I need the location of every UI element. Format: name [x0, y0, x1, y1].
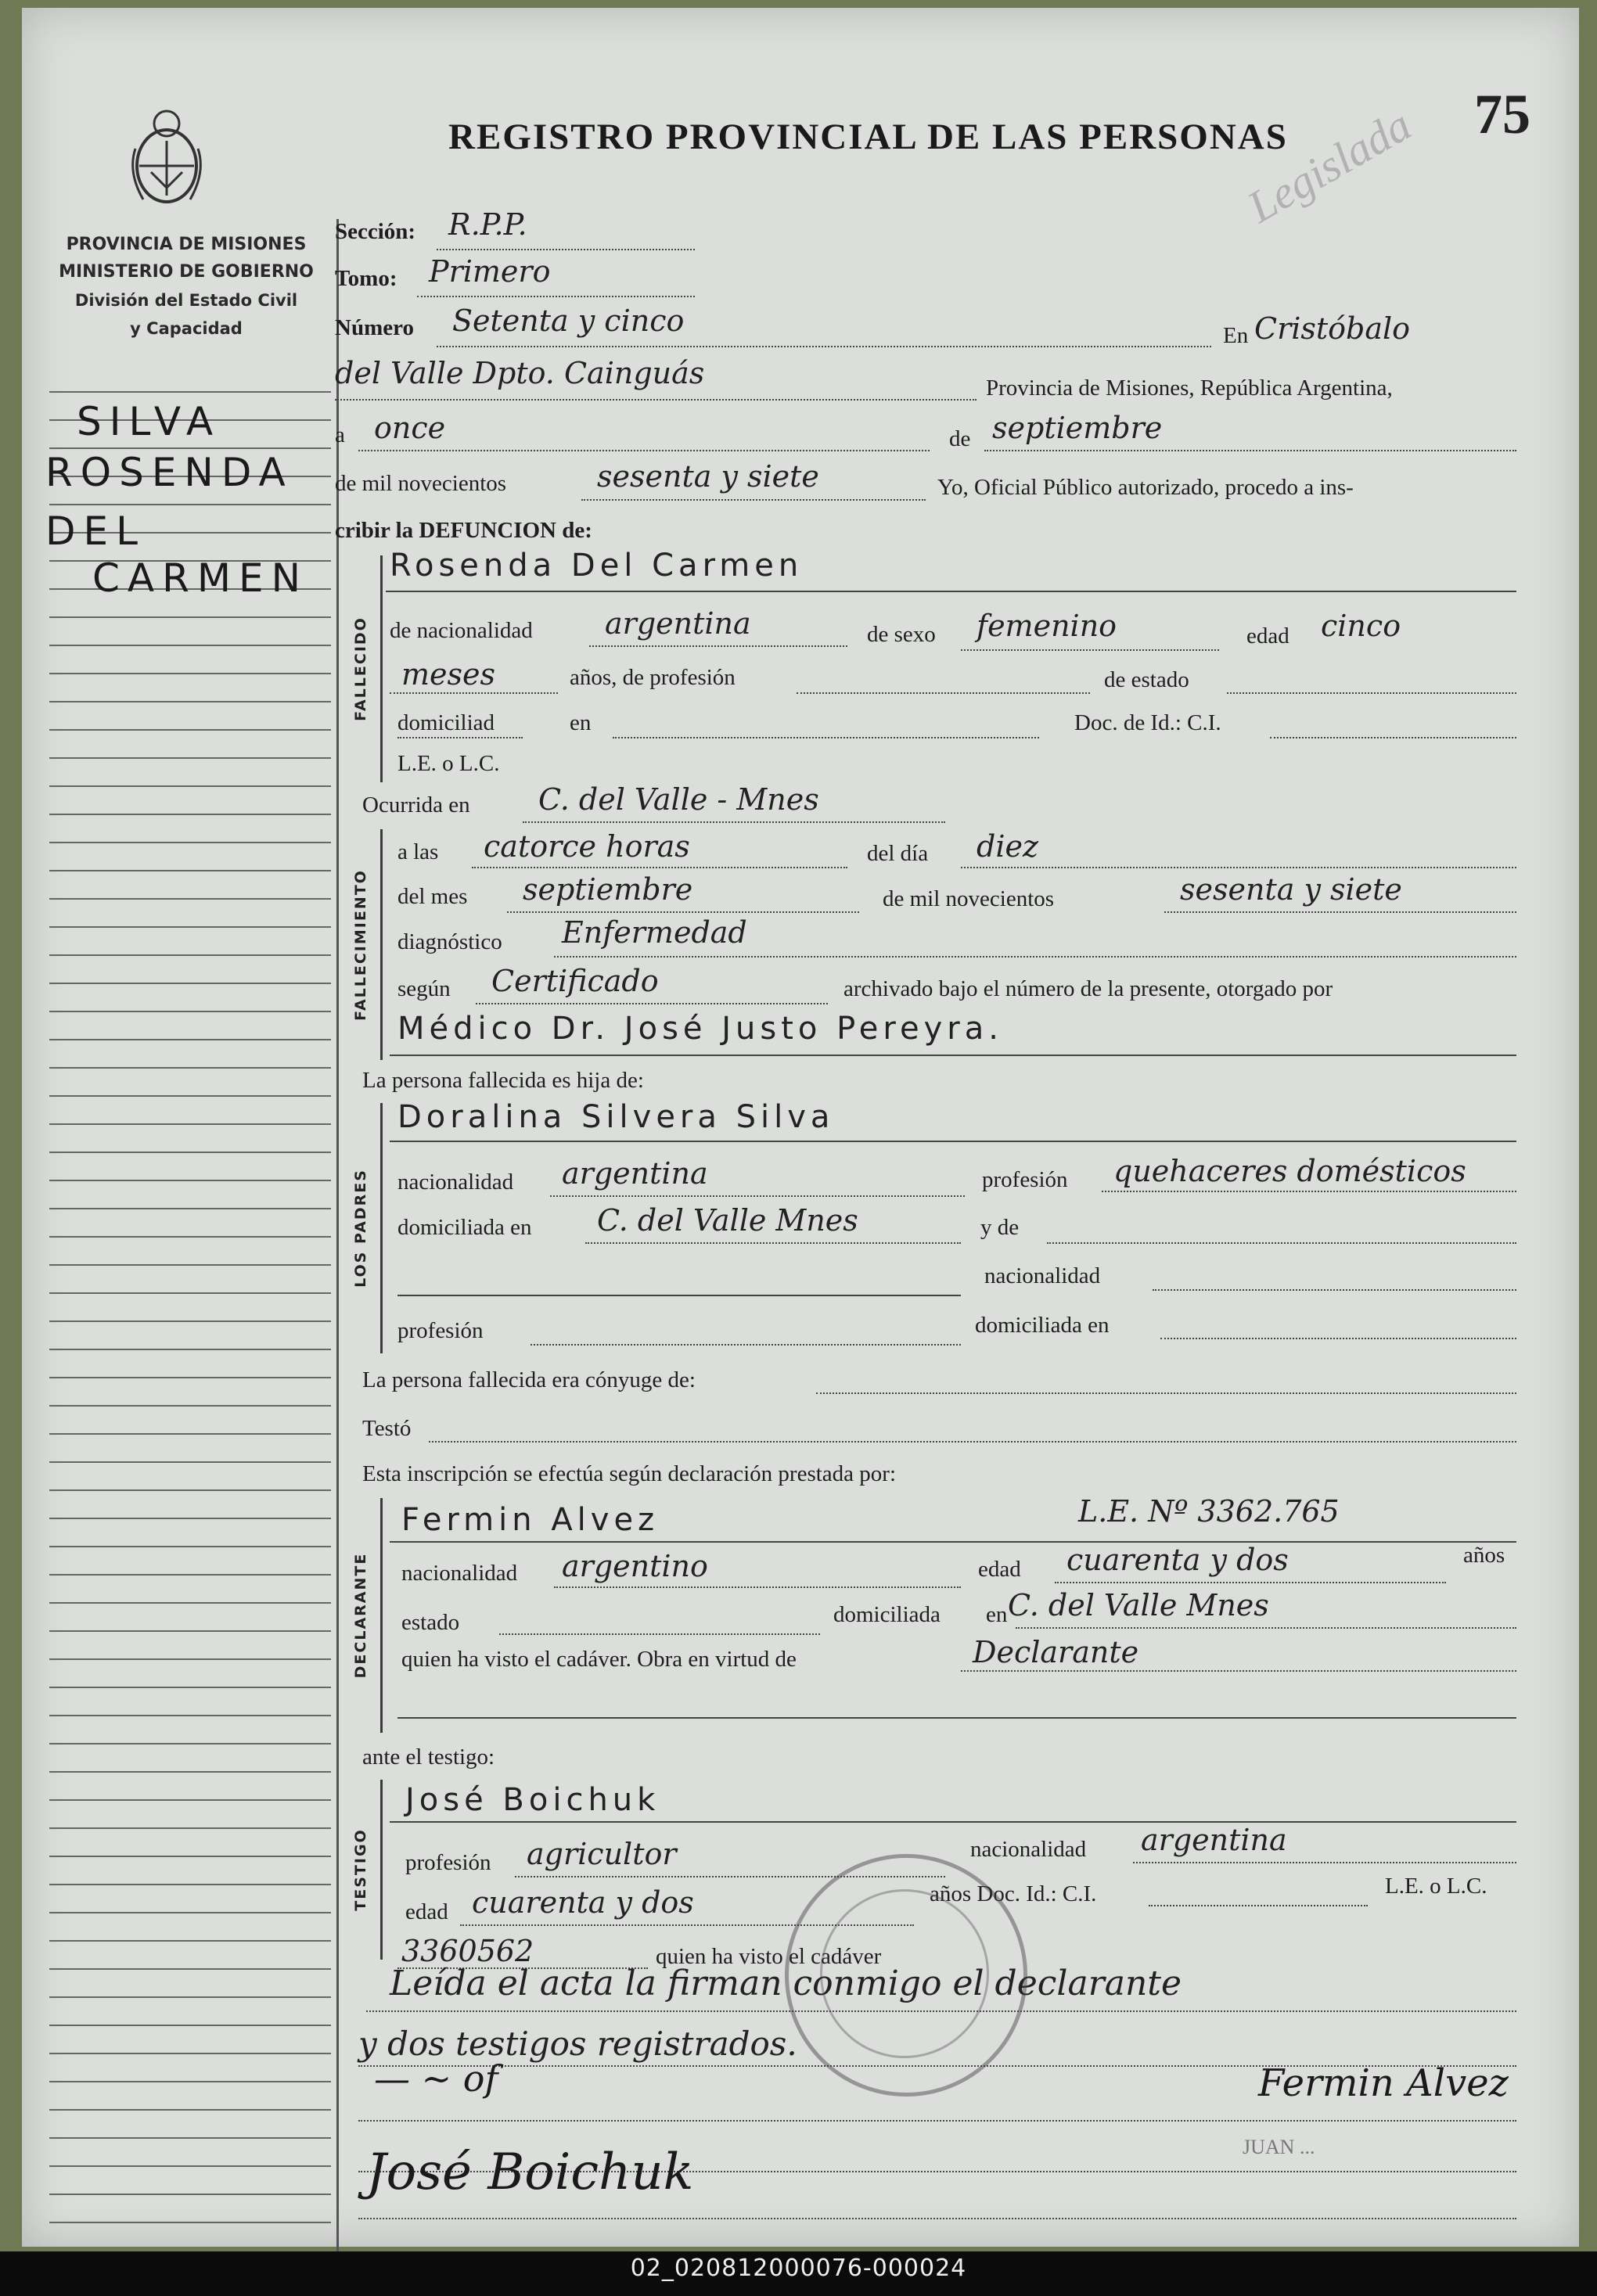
- margin-ruled-line: [49, 504, 331, 505]
- margin-ruled-line: [49, 1715, 331, 1716]
- margin-ruled-line: [49, 1743, 331, 1744]
- del-dia-label: del día: [867, 841, 929, 866]
- section-testigo: TESTIGO: [341, 1780, 383, 1960]
- sexo-label: de sexo: [867, 622, 936, 647]
- margin-name-line2: ROSENDA: [45, 450, 293, 495]
- padres-nacionalidad-value: argentina: [562, 1156, 708, 1191]
- edad-value: cinco: [1321, 609, 1401, 643]
- margin-ruled-line: [49, 1546, 331, 1547]
- margin-ruled-line: [49, 1630, 331, 1632]
- org-province: PROVINCIA DE MISIONES: [66, 235, 307, 254]
- anos-profesion-label: años, de profesión: [570, 665, 736, 690]
- margin-ruled-line: [49, 2081, 331, 2082]
- le-label: L.E. o L.C.: [397, 751, 500, 776]
- margin-ruled-line: [49, 814, 331, 815]
- del-dia-value: diez: [977, 829, 1038, 864]
- margin-ruled-line: [49, 898, 331, 900]
- de-value: septiembre: [992, 411, 1163, 445]
- padres-domiciliada2-label: domiciliada en: [975, 1313, 1110, 1338]
- margin-ruled-line: [49, 983, 331, 984]
- a-las-label: a las: [397, 839, 439, 864]
- page-title: REGISTRO PROVINCIAL DE LAS PERSONAS: [448, 117, 1288, 157]
- margin-ruled-line: [49, 1180, 331, 1181]
- margin-ruled-line: [49, 391, 331, 393]
- section-fallecimiento: FALLECIMIENTO: [341, 829, 383, 1060]
- margin-ruled-line: [49, 954, 331, 956]
- margin-ruled-line: [49, 2109, 331, 2111]
- diagonal-stamp: Legislada: [1239, 99, 1420, 233]
- declarante-edad-value: cuarenta y dos: [1066, 1543, 1289, 1577]
- declarante-domiciliada-label: domiciliada: [833, 1602, 941, 1627]
- padres-nacionalidad-label: nacionalidad: [397, 1170, 514, 1195]
- margin-ruled-line: [49, 1123, 331, 1125]
- margin-ruled-line: [49, 1292, 331, 1294]
- margin-ruled-line: [49, 926, 331, 928]
- declarante-anos-label: años: [1463, 1543, 1505, 1568]
- margin-name-line1: SILVA: [77, 399, 221, 444]
- testigo-intro: ante el testigo:: [362, 1744, 495, 1770]
- margin-ruled-line: [49, 1856, 331, 1857]
- testigo-name: José Boichuk: [405, 1782, 660, 1818]
- padres-profesion2-label: profesión: [397, 1318, 484, 1343]
- nacionalidad-value: argentina: [605, 606, 751, 641]
- margin-ruled-line: [49, 2025, 331, 2026]
- del-mes-value: septiembre: [523, 872, 693, 907]
- section-padres: LOS PADRES: [341, 1103, 383, 1353]
- margin-ruled-line: [49, 1405, 331, 1407]
- a-label: a: [335, 422, 345, 447]
- estado-label: de estado: [1104, 667, 1189, 692]
- margin-ruled-line: [49, 1940, 331, 1942]
- mother-name: Doralina Silvera Silva: [397, 1099, 835, 1135]
- margin-ruled-line: [49, 785, 331, 787]
- margin-ruled-line: [49, 2053, 331, 2054]
- margin-ruled-line: [49, 1377, 331, 1378]
- mil-value: sesenta y siete: [597, 459, 819, 494]
- margin-ruled-line: [49, 673, 331, 674]
- margin-ruled-line: [49, 1827, 331, 1829]
- fallecimiento-mil-value: sesenta y siete: [1180, 872, 1402, 907]
- margin-name-line3: DEL: [45, 508, 146, 554]
- seccion-label: Sección:: [335, 219, 416, 244]
- a-value: once: [374, 411, 446, 445]
- padres-profesion-value: quehaceres domésticos: [1113, 1154, 1466, 1188]
- cribir-text: cribir la DEFUNCION de:: [335, 518, 592, 543]
- edad-meses: meses: [401, 657, 496, 692]
- testigo-le-label: L.E. o L.C.: [1385, 1874, 1487, 1899]
- margin-ruled-line: [49, 1039, 331, 1040]
- margin-ruled-line: [49, 701, 331, 702]
- de-label: de: [949, 426, 971, 451]
- section-fallecido: FALLECIDO: [341, 555, 383, 782]
- place-value: del Valle Dpto. Cainguás: [335, 356, 705, 390]
- inscripcion-text: Esta inscripción se efectúa según declaración prestada por:: [362, 1461, 897, 1486]
- signature-left: José Boichuk: [366, 2143, 694, 2201]
- domicilio-en-label: en: [570, 710, 592, 735]
- margin-ruled-line: [49, 1264, 331, 1266]
- en-value: Cristóbalo: [1254, 311, 1411, 346]
- ocurrida-value: C. del Valle - Mnes: [538, 782, 819, 817]
- tomo-value: Primero: [429, 254, 551, 289]
- margin-ruled-line: [49, 1461, 331, 1463]
- register-page: [22, 8, 1579, 2247]
- declarante-estado-label: estado: [401, 1610, 460, 1635]
- margin-ruled-line: [49, 1799, 331, 1801]
- doc-label: Doc. de Id.: C.I.: [1074, 710, 1221, 735]
- margin-ruled-line: [49, 447, 331, 449]
- edad-label: edad: [1246, 623, 1289, 649]
- margin-ruled-line: [49, 1602, 331, 1604]
- margin-ruled-line: [49, 842, 331, 843]
- margin-ruled-line: [49, 1658, 331, 1660]
- en-label: En: [1223, 323, 1249, 348]
- padres-nacionalidad2-label: nacionalidad: [984, 1263, 1101, 1288]
- diagnostico-label: diagnóstico: [397, 929, 502, 954]
- numero-value: Setenta y cinco: [452, 304, 685, 338]
- section-declarante: DECLARANTE: [341, 1498, 383, 1733]
- testigo-edad-label: edad: [405, 1899, 448, 1924]
- conyuge-label: La persona fallecida era cónyuge de:: [362, 1367, 696, 1392]
- declarante-nacionalidad-value: argentino: [562, 1549, 708, 1583]
- declarante-en-value: C. del Valle Mnes: [1008, 1588, 1269, 1622]
- declarante-visto-text: quien ha visto el cadáver. Obra en virtud de: [401, 1647, 797, 1672]
- margin-ruled-line: [49, 1884, 331, 1885]
- testo-label: Testó: [362, 1416, 412, 1441]
- deceased-name: Rosenda Del Carmen: [390, 548, 804, 584]
- declarante-virtud-value: Declarante: [973, 1635, 1139, 1669]
- ocurrida-label: Ocurrida en: [362, 792, 470, 817]
- page-number: 75: [1474, 83, 1530, 146]
- footer-image-id: 02_020812000076-000024: [630, 2255, 967, 2282]
- declarante-edad-label: edad: [978, 1557, 1021, 1582]
- oficial-text: Yo, Oficial Público autorizado, procedo a ins-: [937, 475, 1354, 500]
- testigo-profesion-value: agricultor: [527, 1837, 677, 1871]
- padres-domiciliada-label: domiciliada en: [397, 1215, 532, 1240]
- signature-right: Fermin Alvez: [1258, 2061, 1509, 2105]
- signature-mark: — ~ of: [374, 2057, 498, 2100]
- margin-ruled-line: [49, 1011, 331, 1012]
- mil-label: de mil novecientos: [335, 471, 507, 496]
- y-de-label: y de: [980, 1215, 1020, 1240]
- margin-ruled-line: [49, 645, 331, 646]
- margin-ruled-line: [49, 1771, 331, 1773]
- padres-domiciliada-value: C. del Valle Mnes: [597, 1203, 858, 1238]
- org-division: División del Estado Civil: [74, 291, 298, 310]
- margin-ruled-line: [49, 729, 331, 731]
- testigo-doc-number: 3360562: [401, 1934, 534, 1968]
- declarante-doc: L.E. Nº 3362.765: [1078, 1494, 1340, 1529]
- margin-ruled-line: [49, 1067, 331, 1069]
- margin-ruled-line: [49, 1152, 331, 1153]
- org-ministry: MINISTERIO DE GOBIERNO: [59, 262, 314, 282]
- margin-ruled-line: [49, 1489, 331, 1491]
- declarante-en-label: en: [986, 1602, 1008, 1627]
- closing-line1: Leída el acta la firman conmigo el declarante: [390, 1964, 1182, 2003]
- closing-line2: y dos testigos registrados.: [358, 2025, 797, 2063]
- archivado-text: archivado bajo el número de la presente, otorgado por: [843, 976, 1333, 1001]
- testigo-anos-label: años Doc. Id.: C.I.: [930, 1881, 1097, 1906]
- sexo-value: femenino: [977, 609, 1117, 643]
- declarante-name: Fermin Alvez: [401, 1502, 660, 1538]
- margin-ruled-line: [49, 1320, 331, 1322]
- margin-ruled-line: [49, 1574, 331, 1576]
- padres-intro: La persona fallecida es hija de:: [362, 1068, 644, 1093]
- nacionalidad-label: de nacionalidad: [390, 618, 533, 643]
- domicilio-label: domiciliad: [397, 710, 495, 735]
- declarante-nacionalidad-label: nacionalidad: [401, 1561, 518, 1586]
- margin-ruled-line: [49, 1912, 331, 1913]
- margin-ruled-line: [49, 1349, 331, 1350]
- margin-ruled-line: [49, 2222, 331, 2223]
- margin-name-line4: CARMEN: [92, 555, 308, 601]
- testigo-visto-text: quien ha visto el cadáver: [656, 1944, 882, 1969]
- margin-ruled-line: [49, 2137, 331, 2139]
- margin-ruled-line: [49, 616, 331, 618]
- a-las-value: catorce horas: [484, 829, 690, 864]
- margin-ruled-line: [49, 2194, 331, 2195]
- segun-value: Certificado: [491, 964, 659, 998]
- segun-label: según: [397, 976, 451, 1001]
- padres-profesion-label: profesión: [982, 1167, 1068, 1192]
- diagnostico-value: Enfermedad: [562, 915, 747, 950]
- testigo-nacionalidad-value: argentina: [1141, 1823, 1287, 1857]
- del-mes-label: del mes: [397, 884, 468, 909]
- medico-value: Médico Dr. José Justo Pereyra.: [397, 1011, 1003, 1047]
- provincia-text: Provincia de Misiones, República Argentina,: [986, 375, 1393, 401]
- margin-ruled-line: [49, 1236, 331, 1238]
- margin-ruled-line: [49, 1208, 331, 1209]
- seccion-value: R.P.P.: [448, 207, 527, 242]
- registry-seal-icon: [785, 1854, 1027, 2097]
- tomo-label: Tomo:: [335, 266, 397, 291]
- testigo-profesion-label: profesión: [405, 1850, 491, 1875]
- numero-label: Número: [335, 315, 414, 340]
- margin-ruled-line: [49, 1687, 331, 1688]
- margin-ruled-line: [49, 1968, 331, 1970]
- margin-ruled-line: [49, 1095, 331, 1097]
- fallecimiento-mil-label: de mil novecientos: [883, 886, 1055, 911]
- margin-ruled-line: [49, 1433, 331, 1435]
- margin-ruled-line: [49, 870, 331, 871]
- org-capacity: y Capacidad: [130, 319, 243, 338]
- margin-ruled-line: [49, 2165, 331, 2167]
- margin-ruled-line: [49, 1518, 331, 1519]
- margin-ruled-line: [49, 757, 331, 759]
- testigo-nacionalidad-label: nacionalidad: [970, 1837, 1087, 1862]
- signature-stamp-name: JUAN ...: [1243, 2136, 1315, 2158]
- testigo-edad-value: cuarenta y dos: [472, 1885, 694, 1920]
- margin-ruled-line: [49, 1996, 331, 1998]
- coat-of-arms-icon: [124, 102, 210, 219]
